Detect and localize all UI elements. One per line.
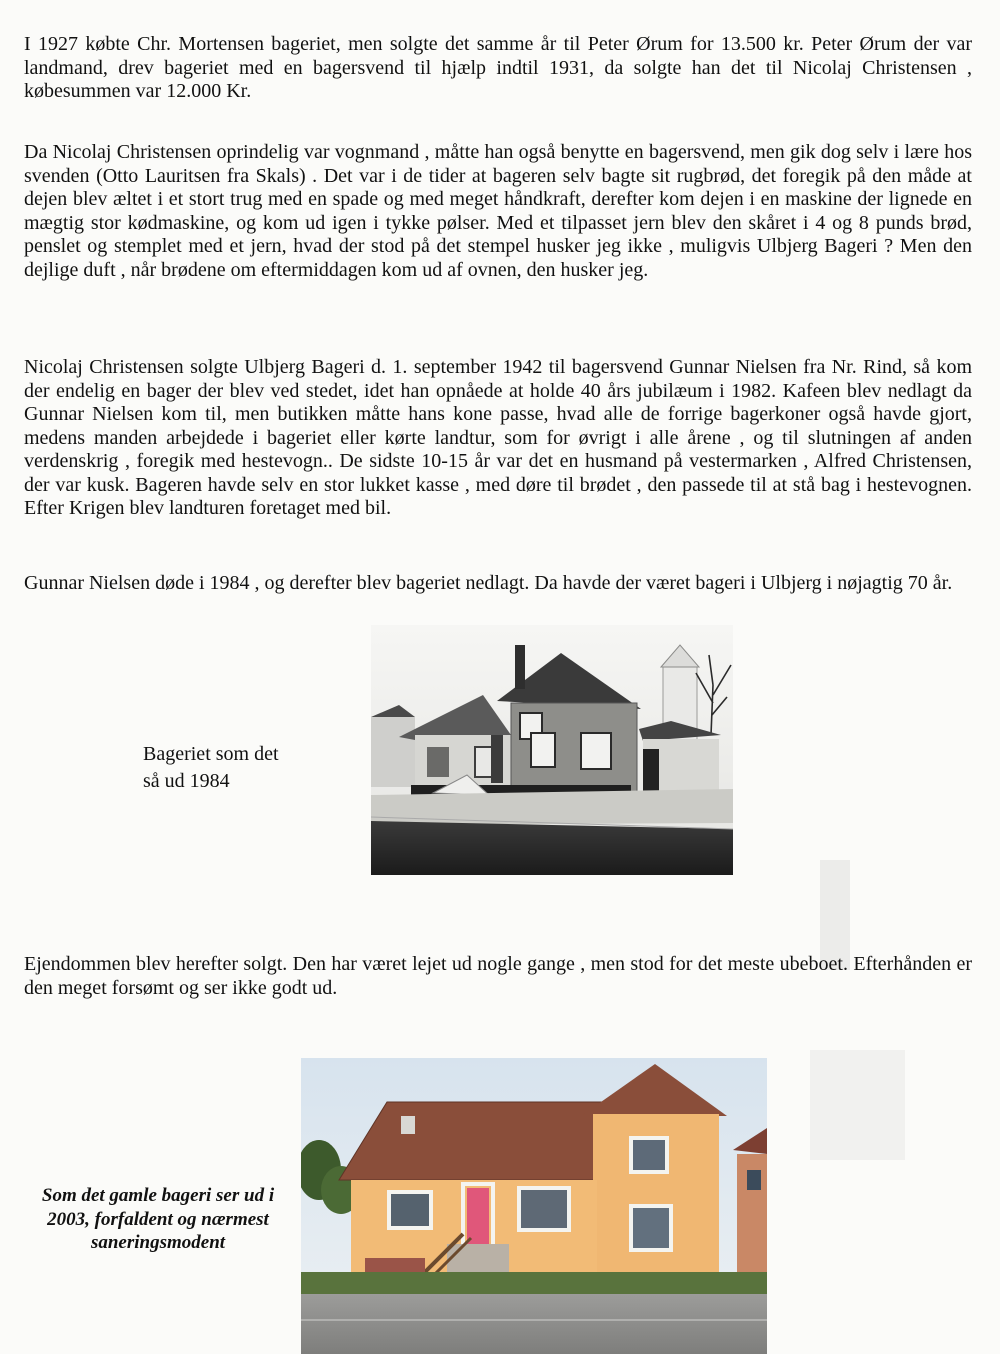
photo-1984-caption-line2: så ud 1984 bbox=[143, 770, 230, 792]
paragraph-gunnar-nielsen: Nicolaj Christensen solgte Ulbjerg Bageri d. 1. september 1942 til bagersvend Gunnar Nielsen fra Nr. Rind, så kom der endelig en bager der blev ved stedet, idet han opnåede at holde 40 års jubilæum i 1982. Kafeen blev nedlagt da Gunnar Nielsen kom til, men butikken måtte hans kone passe, hvad alle de forrige bagerkoner også havde gjort, medens manden arbejdede i bageriet eller kørte landtur, som for øvrigt i alle årene , og til slutningen af anden verdenskrig , foregik med hestevogn.. De sidste 10-15 år var det en husmand på vestermarken , Alfred Christensen, der var kusk. Bageren havde selv en stor lukket kasse , med døre til brødet , den passede til at stå bag i hestevognen. Efter Krigen blev landturen foretaget med bil. bbox=[24, 356, 972, 519]
paragraph-1927-sale: I 1927 købte Chr. Mortensen bageriet, men solgte det samme år til Peter Ørum for 13.500 kr. Peter Ørum der var landmand, drev bageriet med en bagersvend til hjælp indtil 1931, da solgte han det til Nicolaj Christensen , købesummen var 12.000 Kr. bbox=[24, 33, 972, 102]
bleed-through-shade bbox=[810, 1050, 905, 1160]
photo-bakery-2003-image bbox=[301, 1058, 767, 1354]
paragraph-after-sale: Ejendommen blev herefter solgt. Den har været lejet ud nogle gange , men stod for det meste ubeboet. Efterhånden er den meget forsømt og ser ikke godt ud. bbox=[24, 953, 972, 999]
photo-bakery-1984-image bbox=[371, 625, 733, 875]
photo-bakery-1984 bbox=[371, 625, 733, 875]
photo-1984-caption bbox=[143, 741, 279, 795]
photo-1984-caption-line1: Bageriet som det bbox=[143, 743, 279, 765]
paragraph-nicolaj-christensen: Da Nicolaj Christensen oprindelig var vognmand , måtte han også benytte en bagersvend, men gik dog selv i lære hos svenden (Otto Lauritsen fra Skals) . Det var i de tider at bageren selv bagte sit rugbrød, det foregik på den måde at dejen blev æltet i et stort trug med en spade og med meget håndkraft, derefter kom dejen i en maskine der lignede en mægtig stor kødmaskine, og kom ud igen i tykke pølser. Med et tilpasset jern blev den skåret i 4 og 8 punds brød, penslet og stemplet med et jern, hvad der stod på det stempel husker jeg ikke , muligvis Ulbjerg Bageri ? Men den dejlige duft , når brødene om eftermiddagen kom ud af ovnen, den husker jeg. bbox=[24, 141, 972, 281]
photo-2003-caption: Som det gamle bageri ser ud i 2003, forfaldent og nærmest saneringsmodent bbox=[41, 1185, 275, 1253]
photo-bakery-2003 bbox=[301, 1058, 767, 1354]
paragraph-1984-closure: Gunnar Nielsen døde i 1984 , og derefter blev bageriet nedlagt. Da havde der været bageri i Ulbjerg i nøjagtig 70 år. bbox=[24, 572, 953, 594]
